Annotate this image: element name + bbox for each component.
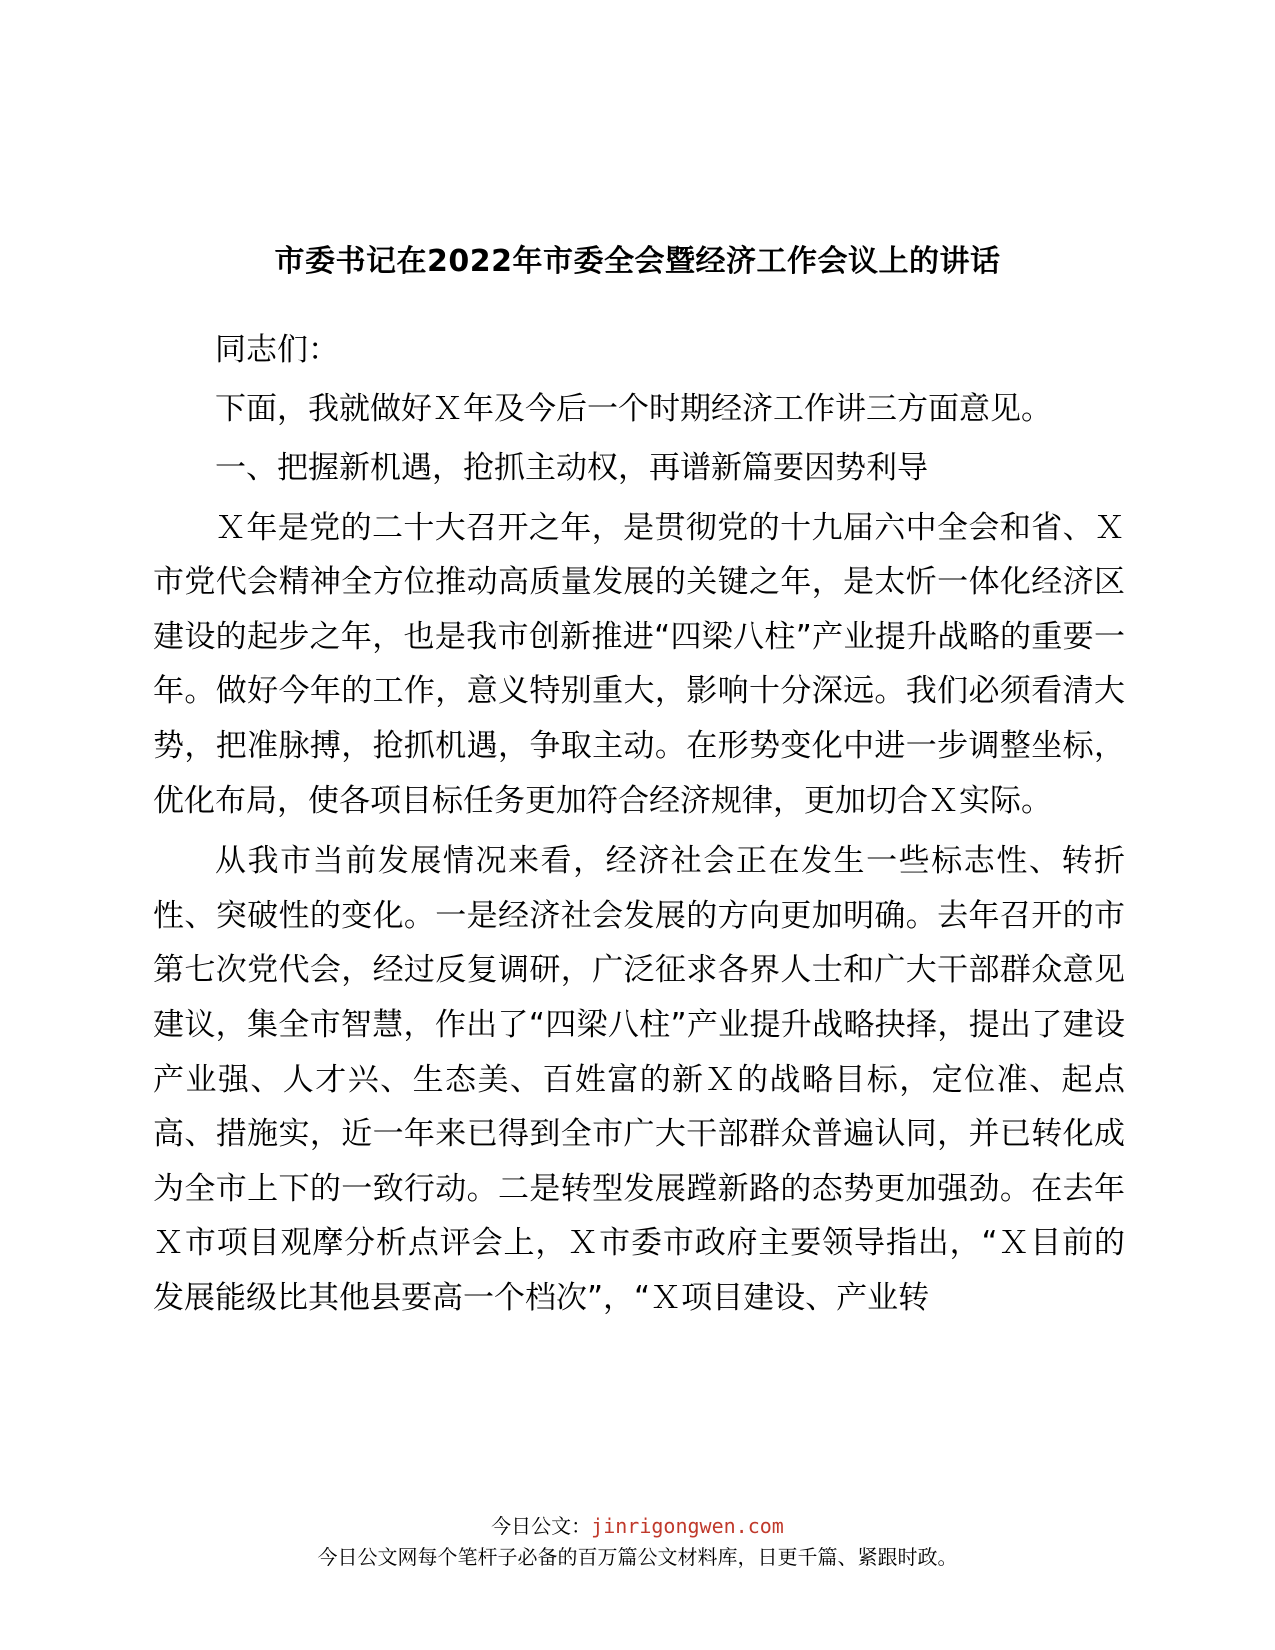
body-paragraph: Ｘ年是党的二十大召开之年，是贯彻党的十九届六中全会和省、Ｘ市党代会精神全方位推动高质量发展的关键之年，是太忻一体化经济区建设的起步之年，也是我市创新推进“四梁八柱”产业提升战略的重要一年。做好今年的工作，意义特别重大，影响十分深远。我们必须看清大势，把准脉搏，抢抓机遇，争取主动。在形势变化中进一步调整坐标，优化布局，使各项目标任务更加符合经济规律，更加切合Ｘ实际。 xyxy=(153,509,1125,819)
footer-tagline: 今日公文网每个笔杆子必备的百万篇公文材料库，日更千篇、紧跟时政。 xyxy=(317,1545,958,1569)
footer-site-label: 今日公文： xyxy=(491,1514,592,1538)
footer-site xyxy=(0,1510,1275,1539)
document-title: 市委书记在2022年市委全会暨经济工作会议上的讲话 xyxy=(274,244,1001,279)
document-body xyxy=(153,323,1125,1331)
intro-paragraph: 下面，我就做好Ｘ年及今后一个时期经济工作讲三方面意见。 xyxy=(215,391,1052,428)
section-heading: 一、把握新机遇，抢抓主动权，再谱新篇要因势利导 xyxy=(215,450,928,487)
body-paragraph: 从我市当前发展情况来看，经济社会正在发生一些标志性、转折性、突破性的变化。一是经济社会发展的方向更加明确。去年召开的市第七次党代会，经过反复调研，广泛征求各界人士和广大干部群众意见建议，集全市智慧，作出了“四梁八柱”产业提升战略抉择，提出了建设产业强、人才兴、生态美、百姓富的新Ｘ的战略目标，定位准、起点高、措施实，近一年来已得到全市广大干部群众普遍认同，并已转化成为全市上下的一致行动。二是转型发展蹚新路的态势更加强劲。在去年Ｘ市项目观摩分析点评会上，Ｘ市委市政府主要领导指出，“Ｘ目前的发展能级比其他县要高一个档次”，“Ｘ项目建设、产业转 xyxy=(153,843,1125,1316)
footer-site-link[interactable]: jinrigongwen.com xyxy=(591,1514,784,1538)
greeting-paragraph: 同志们： xyxy=(215,332,339,368)
